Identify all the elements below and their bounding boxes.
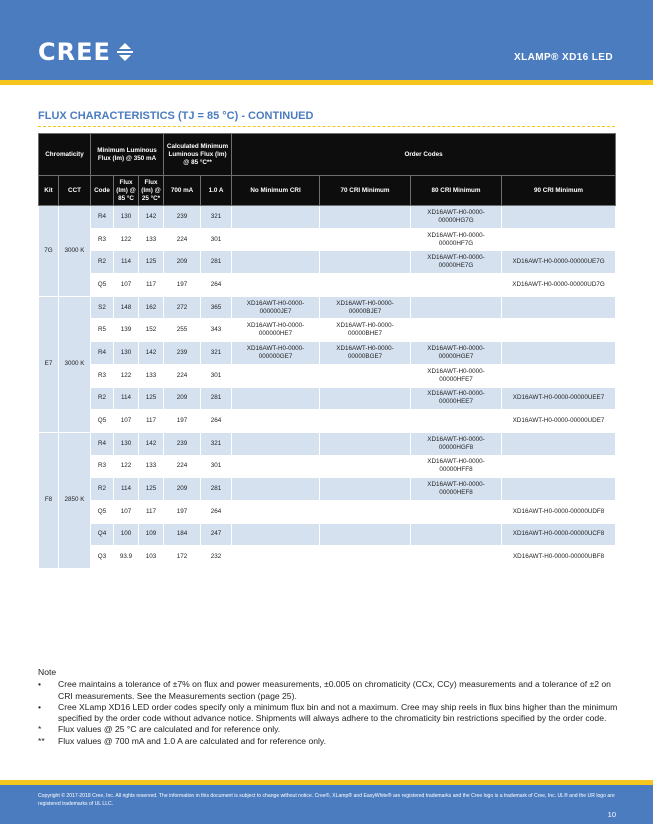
order-code-90-cri: XD16AWT-H0-0000-00000UE7G [502, 251, 616, 274]
note-item [38, 724, 618, 735]
flux-1a-cell: 343 [201, 319, 232, 342]
order-code-90-cri [502, 364, 616, 387]
header-order-codes: Order Codes [232, 134, 616, 176]
flux-1a-cell: 321 [201, 342, 232, 365]
order-code-no-cri [232, 274, 320, 297]
order-code-no-cri: XD16AWT-H0-0000-000000HE7 [232, 319, 320, 342]
cct-cell: 3000 K [59, 296, 91, 432]
order-code-70-cri [320, 546, 411, 569]
cree-logo-icon [117, 42, 133, 62]
flux-1a-cell: 281 [201, 251, 232, 274]
notes-heading: Note [38, 667, 57, 677]
flux-700ma-cell: 255 [164, 319, 201, 342]
order-code-70-cri [320, 455, 411, 478]
order-code-80-cri: XD16AWT-H0-0000-00000HEE7 [411, 387, 502, 410]
order-code-no-cri [232, 410, 320, 433]
flux-1a-cell: 321 [201, 432, 232, 455]
table-row [39, 410, 616, 433]
cct-cell: 3000 K [59, 206, 91, 297]
flux-85-cell: 107 [114, 274, 139, 297]
flux-1a-cell: 232 [201, 546, 232, 569]
order-code-80-cri [411, 523, 502, 546]
flux-25-cell: 152 [139, 319, 164, 342]
order-code-no-cri [232, 206, 320, 229]
flux-1a-cell: 321 [201, 206, 232, 229]
flux-700ma-cell: 239 [164, 432, 201, 455]
section-title: FLUX CHARACTERISTICS (TJ = 85 °C) - CONTINUED [38, 110, 314, 122]
flux-characteristics-table [38, 133, 616, 569]
header-calc-flux: Calculated Minimum Luminous Flux (lm) @ 85 °C** [164, 134, 232, 176]
order-code-70-cri [320, 523, 411, 546]
flux-85-cell: 107 [114, 500, 139, 523]
flux-85-cell: 114 [114, 387, 139, 410]
flux-700ma-cell: 197 [164, 500, 201, 523]
header-kit: Kit [39, 176, 59, 206]
flux-85-cell: 114 [114, 478, 139, 501]
code-cell: R4 [91, 432, 114, 455]
order-code-no-cri [232, 251, 320, 274]
table-row [39, 432, 616, 455]
cct-cell: 2850 K [59, 432, 91, 568]
kit-cell: F8 [39, 432, 59, 568]
order-code-90-cri [502, 432, 616, 455]
code-cell: Q5 [91, 410, 114, 433]
flux-25-cell: 117 [139, 500, 164, 523]
order-code-80-cri: XD16AWT-H0-0000-00000HEF8 [411, 478, 502, 501]
note-item [38, 679, 618, 702]
order-code-90-cri [502, 228, 616, 251]
order-code-70-cri [320, 478, 411, 501]
table-row [39, 228, 616, 251]
table-row [39, 274, 616, 297]
order-code-70-cri [320, 206, 411, 229]
order-code-80-cri: XD16AWT-H0-0000-00000HE7G [411, 251, 502, 274]
flux-700ma-cell: 209 [164, 387, 201, 410]
order-code-no-cri: XD16AWT-H0-0000-000000JE7 [232, 296, 320, 319]
note-bullet: * [38, 724, 42, 735]
flux-85-cell: 100 [114, 523, 139, 546]
flux-table-body [39, 206, 616, 569]
header-code: Code [91, 176, 114, 206]
header-flux-85: Flux (lm) @ 85 °C [114, 176, 139, 206]
order-code-no-cri [232, 455, 320, 478]
order-code-80-cri [411, 319, 502, 342]
flux-700ma-cell: 239 [164, 342, 201, 365]
note-text: Cree XLamp XD16 LED order codes specify only a minimum flux bin and not a maximum. Cree may ship reels in flux bins higher than the minimum specified by the order code without advance notice. Shipments will always adhere to the chromaticity bin restrictions specified by the order code. [58, 701, 618, 724]
flux-25-cell: 133 [139, 228, 164, 251]
order-code-90-cri: XD16AWT-H0-0000-00000UD7G [502, 274, 616, 297]
note-bullet: ** [38, 735, 45, 746]
header-90-cri: 90 CRI Minimum [502, 176, 616, 206]
header-no-cri: No Minimum CRI [232, 176, 320, 206]
header-cct: CCT [59, 176, 91, 206]
flux-25-cell: 125 [139, 251, 164, 274]
flux-25-cell: 125 [139, 387, 164, 410]
flux-85-cell: 148 [114, 296, 139, 319]
copyright-text: Copyright © 2017-2018 Cree, Inc. All rights reserved. The information in this document is subject to change without notice. Cree®, XLamp® and EasyWhite® are registered trademarks and the Cree logo is a trademark of Cree, Inc. UL® and the UR logo are registered trademarks of UL LLC. [38, 793, 615, 807]
flux-85-cell: 122 [114, 455, 139, 478]
flux-85-cell: 93.9 [114, 546, 139, 569]
flux-700ma-cell: 184 [164, 523, 201, 546]
table-row [39, 500, 616, 523]
order-code-no-cri [232, 432, 320, 455]
note-bullet: • [38, 701, 42, 712]
order-code-90-cri: XD16AWT-H0-0000-00000UBF8 [502, 546, 616, 569]
code-cell: R3 [91, 364, 114, 387]
header-700ma: 700 mA [164, 176, 201, 206]
order-code-no-cri [232, 523, 320, 546]
header-flux-25: Flux (lm) @ 25 °C* [139, 176, 164, 206]
table-row [39, 364, 616, 387]
order-code-70-cri [320, 410, 411, 433]
note-text: Flux values @ 700 mA and 1.0 A are calculated and for reference only. [58, 735, 326, 746]
order-code-80-cri: XD16AWT-H0-0000-00000HG7G [411, 206, 502, 229]
flux-700ma-cell: 209 [164, 251, 201, 274]
kit-cell: E7 [39, 296, 59, 432]
code-cell: R4 [91, 342, 114, 365]
flux-1a-cell: 264 [201, 410, 232, 433]
order-code-70-cri: XD16AWT-H0-0000-00000BGE7 [320, 342, 411, 365]
flux-25-cell: 117 [139, 274, 164, 297]
order-code-80-cri: XD16AWT-H0-0000-00000HGF8 [411, 432, 502, 455]
table-row [39, 342, 616, 365]
table-row [39, 455, 616, 478]
code-cell: Q5 [91, 274, 114, 297]
header-70-cri: 70 CRI Minimum [320, 176, 411, 206]
flux-25-cell: 103 [139, 546, 164, 569]
logo-text: CREE [38, 38, 111, 66]
header-chromaticity: Chromaticity [39, 134, 91, 176]
order-code-no-cri: XD16AWT-H0-0000-000000GE7 [232, 342, 320, 365]
notes-section [38, 667, 618, 747]
order-code-80-cri: XD16AWT-H0-0000-00000HFE7 [411, 364, 502, 387]
note-item [38, 736, 618, 747]
order-code-70-cri [320, 364, 411, 387]
order-code-no-cri [232, 546, 320, 569]
header-1a: 1.0 A [201, 176, 232, 206]
flux-85-cell: 114 [114, 251, 139, 274]
order-code-70-cri: XD16AWT-H0-0000-00000BHE7 [320, 319, 411, 342]
order-code-80-cri: XD16AWT-H0-0000-00000HGE7 [411, 342, 502, 365]
flux-700ma-cell: 272 [164, 296, 201, 319]
order-code-no-cri [232, 228, 320, 251]
note-bullet: • [38, 679, 42, 690]
table-row [39, 206, 616, 229]
order-code-90-cri [502, 478, 616, 501]
order-code-70-cri [320, 387, 411, 410]
note-text: Cree maintains a tolerance of ±7% on flux and power measurements, ±0.005 on chromaticity (CCx, CCy) measurements and a tolerance of ±2 on CRI measurements. See the Measurements section (page 25). [58, 679, 611, 701]
order-code-70-cri [320, 432, 411, 455]
order-code-70-cri [320, 251, 411, 274]
order-code-90-cri: XD16AWT-H0-0000-00000UCF8 [502, 523, 616, 546]
flux-25-cell: 142 [139, 342, 164, 365]
flux-85-cell: 122 [114, 364, 139, 387]
flux-1a-cell: 264 [201, 500, 232, 523]
order-code-no-cri [232, 478, 320, 501]
order-code-80-cri [411, 274, 502, 297]
flux-85-cell: 107 [114, 410, 139, 433]
code-cell: R3 [91, 228, 114, 251]
cree-logo [38, 38, 133, 66]
flux-25-cell: 133 [139, 364, 164, 387]
product-name: XLAMP® XD16 LED [514, 52, 613, 63]
code-cell: Q3 [91, 546, 114, 569]
table-row [39, 296, 616, 319]
flux-85-cell: 130 [114, 342, 139, 365]
flux-85-cell: 122 [114, 228, 139, 251]
flux-700ma-cell: 239 [164, 206, 201, 229]
table-row [39, 478, 616, 501]
order-code-70-cri [320, 500, 411, 523]
order-code-80-cri [411, 296, 502, 319]
flux-1a-cell: 247 [201, 523, 232, 546]
order-code-90-cri [502, 455, 616, 478]
header-accent-stripe [0, 80, 653, 85]
section-divider [38, 126, 615, 127]
flux-25-cell: 142 [139, 432, 164, 455]
code-cell: Q4 [91, 523, 114, 546]
flux-85-cell: 130 [114, 432, 139, 455]
flux-1a-cell: 301 [201, 364, 232, 387]
order-code-80-cri [411, 500, 502, 523]
flux-1a-cell: 365 [201, 296, 232, 319]
page-number: 10 [607, 810, 616, 819]
order-code-no-cri [232, 500, 320, 523]
order-code-no-cri [232, 387, 320, 410]
flux-85-cell: 130 [114, 206, 139, 229]
order-code-90-cri: XD16AWT-H0-0000-00000UDE7 [502, 410, 616, 433]
order-code-90-cri [502, 319, 616, 342]
code-cell: S2 [91, 296, 114, 319]
flux-25-cell: 109 [139, 523, 164, 546]
kit-cell: 7G [39, 206, 59, 297]
flux-85-cell: 139 [114, 319, 139, 342]
order-code-70-cri: XD16AWT-H0-0000-00000BJE7 [320, 296, 411, 319]
order-code-90-cri: XD16AWT-H0-0000-00000UEE7 [502, 387, 616, 410]
flux-25-cell: 125 [139, 478, 164, 501]
order-code-70-cri [320, 228, 411, 251]
flux-700ma-cell: 172 [164, 546, 201, 569]
order-code-no-cri [232, 364, 320, 387]
flux-1a-cell: 301 [201, 455, 232, 478]
code-cell: Q5 [91, 500, 114, 523]
flux-1a-cell: 264 [201, 274, 232, 297]
code-cell: R2 [91, 251, 114, 274]
order-code-80-cri [411, 410, 502, 433]
flux-25-cell: 162 [139, 296, 164, 319]
flux-25-cell: 117 [139, 410, 164, 433]
order-code-80-cri: XD16AWT-H0-0000-00000HFF8 [411, 455, 502, 478]
order-code-90-cri [502, 342, 616, 365]
table-row [39, 387, 616, 410]
flux-700ma-cell: 197 [164, 410, 201, 433]
table-row [39, 319, 616, 342]
code-cell: R4 [91, 206, 114, 229]
flux-700ma-cell: 197 [164, 274, 201, 297]
order-code-70-cri [320, 274, 411, 297]
order-code-90-cri: XD16AWT-H0-0000-00000UDF8 [502, 500, 616, 523]
flux-700ma-cell: 224 [164, 455, 201, 478]
header-80-cri: 80 CRI Minimum [411, 176, 502, 206]
flux-700ma-cell: 224 [164, 364, 201, 387]
flux-25-cell: 142 [139, 206, 164, 229]
order-code-90-cri [502, 296, 616, 319]
code-cell: R3 [91, 455, 114, 478]
order-code-80-cri: XD16AWT-H0-0000-00000HF7G [411, 228, 502, 251]
table-row [39, 546, 616, 569]
code-cell: R2 [91, 478, 114, 501]
code-cell: R5 [91, 319, 114, 342]
flux-700ma-cell: 209 [164, 478, 201, 501]
flux-1a-cell: 281 [201, 478, 232, 501]
code-cell: R2 [91, 387, 114, 410]
order-code-80-cri [411, 546, 502, 569]
table-row [39, 523, 616, 546]
note-item [38, 702, 618, 725]
header-min-flux: Minimum Luminous Flux (lm) @ 350 mA [91, 134, 164, 176]
flux-1a-cell: 281 [201, 387, 232, 410]
footer-accent-stripe [0, 780, 653, 785]
table-row [39, 251, 616, 274]
note-text: Flux values @ 25 °C are calculated and for reference only. [58, 724, 281, 735]
flux-25-cell: 133 [139, 455, 164, 478]
order-code-90-cri [502, 206, 616, 229]
flux-700ma-cell: 224 [164, 228, 201, 251]
flux-1a-cell: 301 [201, 228, 232, 251]
